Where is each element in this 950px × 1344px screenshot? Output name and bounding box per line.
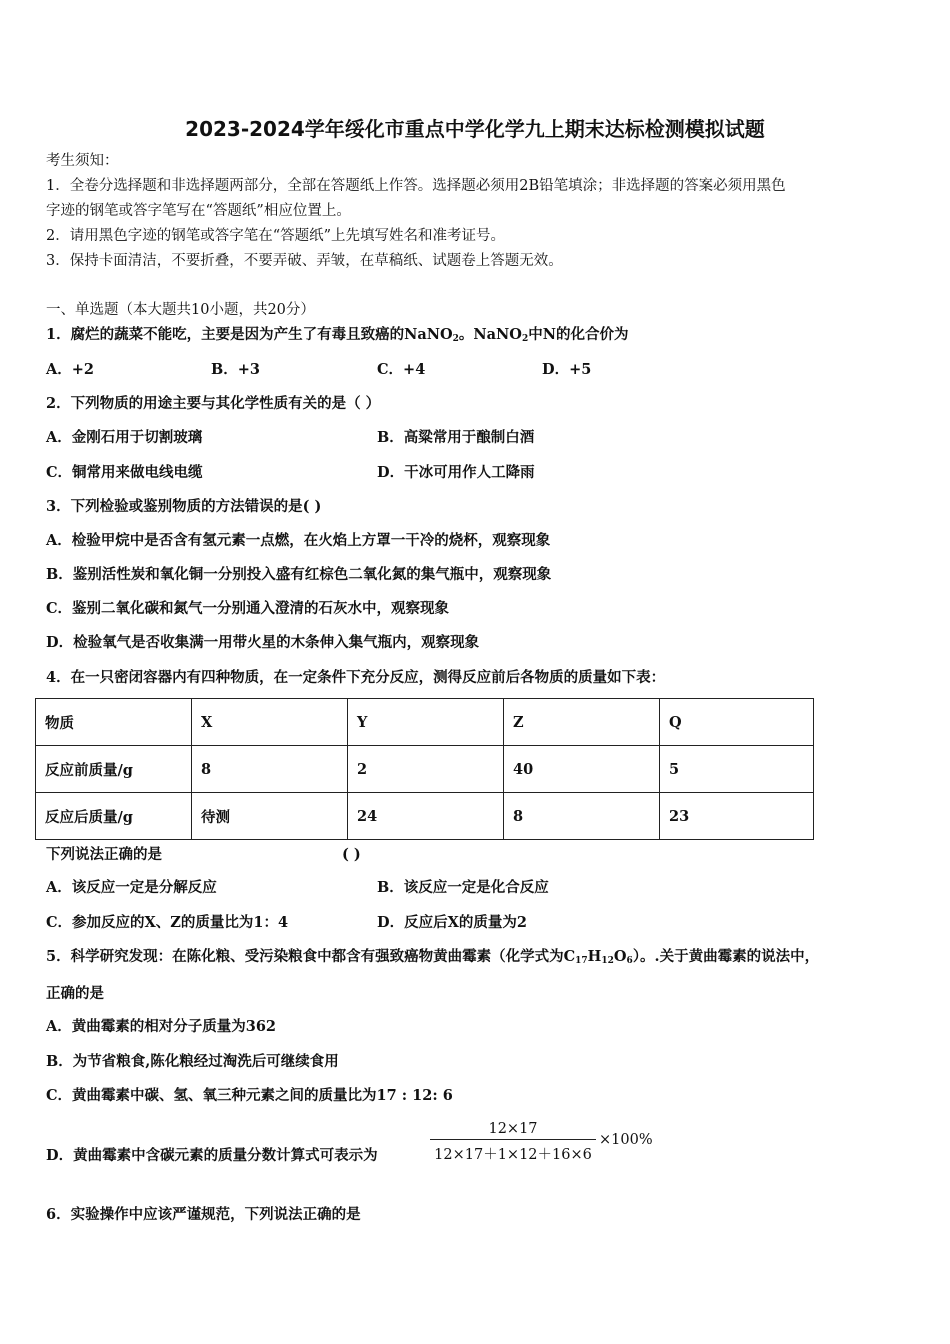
- notice-heading: 考生须知：: [46, 153, 119, 169]
- question-3-option-a: A．检验甲烷中是否含有氢元素一点燃，在火焰上方罩一干冷的烧杯，观察现象: [46, 532, 551, 549]
- question-4-option-c: C．参加反应的X、Z的质量比为1：4: [46, 914, 289, 931]
- question-4-option-d: D．反应后X的质量为2: [377, 914, 527, 931]
- question-4-followup: 下列说法正确的是: [46, 846, 162, 863]
- question-5-stem-cont: 正确的是: [46, 985, 104, 1002]
- section-heading: 一、单选题（本大题共10小题，共20分）: [46, 302, 315, 318]
- answer-paren: ( ): [342, 846, 361, 863]
- page-title: 2023-2024学年绥化市重点中学化学九上期末达标检测模拟试题: [185, 117, 765, 141]
- notice-item: 2．请用黑色字迹的钢笔或答字笔在“答题纸”上先填写姓名和准考证号。: [46, 228, 506, 244]
- table-cell: 23: [660, 793, 814, 840]
- fraction-numerator: 12×17: [488, 1121, 538, 1137]
- mass-fraction-formula: [428, 1121, 598, 1164]
- question-6-stem: 6．实验操作中应该严谨规范，下列说法正确的是: [46, 1206, 361, 1223]
- question-3-option-d: D．检验氧气是否收集满一用带火星的木条伸入集气瓶内，观察现象: [46, 634, 480, 651]
- table-cell: 物质: [36, 699, 192, 746]
- question-3-option-c: C．鉴别二氧化碳和氮气一分别通入澄清的石灰水中，观察现象: [46, 600, 450, 617]
- question-4-option-a: A．该反应一定是分解反应: [46, 879, 217, 896]
- question-5-option-c: C．黄曲霉素中碳、氢、氧三种元素之间的质量比为17 : 12: 6: [46, 1087, 453, 1104]
- mass-table: [35, 698, 814, 840]
- question-5-option-b: B．为节省粮食,陈化粮经过淘洗后可继续食用: [46, 1053, 339, 1070]
- table-cell: 24: [348, 793, 504, 840]
- question-4-stem: 4．在一只密闭容器内有四种物质，在一定条件下充分反应，测得反应前后各物质的质量如下表：: [46, 669, 666, 686]
- question-2-stem: 2．下列物质的用途主要与其化学性质有关的是（ ）: [46, 395, 381, 412]
- question-1-option-d: D．+5: [542, 361, 592, 378]
- table-cell: 2: [348, 746, 504, 793]
- question-5-option-a: A．黄曲霉素的相对分子质量为362: [46, 1018, 277, 1035]
- table-cell: 8: [192, 746, 348, 793]
- question-3-stem: 3．下列检验或鉴别物质的方法错误的是( ): [46, 498, 322, 515]
- table-cell: Y: [348, 699, 504, 746]
- table-cell: 反应前质量/g: [36, 746, 192, 793]
- question-1-option-c: C．+4: [377, 361, 426, 378]
- table-cell: 反应后质量/g: [36, 793, 192, 840]
- table-cell: 5: [660, 746, 814, 793]
- table-row: [36, 746, 814, 793]
- question-2-option-c: C．铜常用来做电线电缆: [46, 464, 203, 481]
- question-1-stem: 1．腐烂的蔬菜不能吃，主要是因为产生了有毒且致癌的NaNO$_2$。NaNO$_2$中N的化合价为: [46, 326, 629, 344]
- question-4-option-b: B．该反应一定是化合反应: [377, 879, 549, 896]
- notice-item: 3．保持卡面清洁，不要折叠，不要弄破、弄皱，在草稿纸、试题卷上答题无效。: [46, 253, 563, 269]
- table-cell: X: [192, 699, 348, 746]
- question-1-option-b: B．+3: [211, 361, 260, 378]
- table-cell: 待测: [192, 793, 348, 840]
- question-2-option-d: D．干冰可用作人工降雨: [377, 464, 535, 481]
- percent-factor: ×100%: [599, 1132, 653, 1148]
- question-5-stem: 5．科学研究发现：在陈化粮、受污染粮食中都含有强致癌物黄曲霉素（化学式为$C_{17}H_{12}O_6$）。.关于黄曲霉素的说法中，: [46, 948, 820, 966]
- table-cell: Z: [504, 699, 660, 746]
- notice-item: 字迹的钢笔或答字笔写在“答题纸”相应位置上。: [46, 203, 351, 219]
- question-2-option-b: B．高粱常用于酿制白酒: [377, 429, 535, 446]
- fraction-denominator: 12×17＋1×12＋16×6: [434, 1147, 592, 1163]
- question-3-option-b: B．鉴别活性炭和氧化铜一分别投入盛有红棕色二氧化氮的集气瓶中，观察现象: [46, 566, 552, 583]
- question-5-option-d: D．黄曲霉素中含碳元素的质量分数计算式可表示为: [46, 1147, 378, 1164]
- table-cell: 8: [504, 793, 660, 840]
- notice-item: 1．全卷分选择题和非选择题两部分，全部在答题纸上作答。选择题必须用2B铅笔填涂；非选择题的答案必须用黑色: [46, 178, 786, 194]
- table-row: [36, 699, 814, 746]
- table-cell: Q: [660, 699, 814, 746]
- question-1-option-a: A．+2: [46, 361, 94, 378]
- table-cell: 40: [504, 746, 660, 793]
- table-row: [36, 793, 814, 840]
- question-2-option-a: A．金刚石用于切割玻璃: [46, 429, 203, 446]
